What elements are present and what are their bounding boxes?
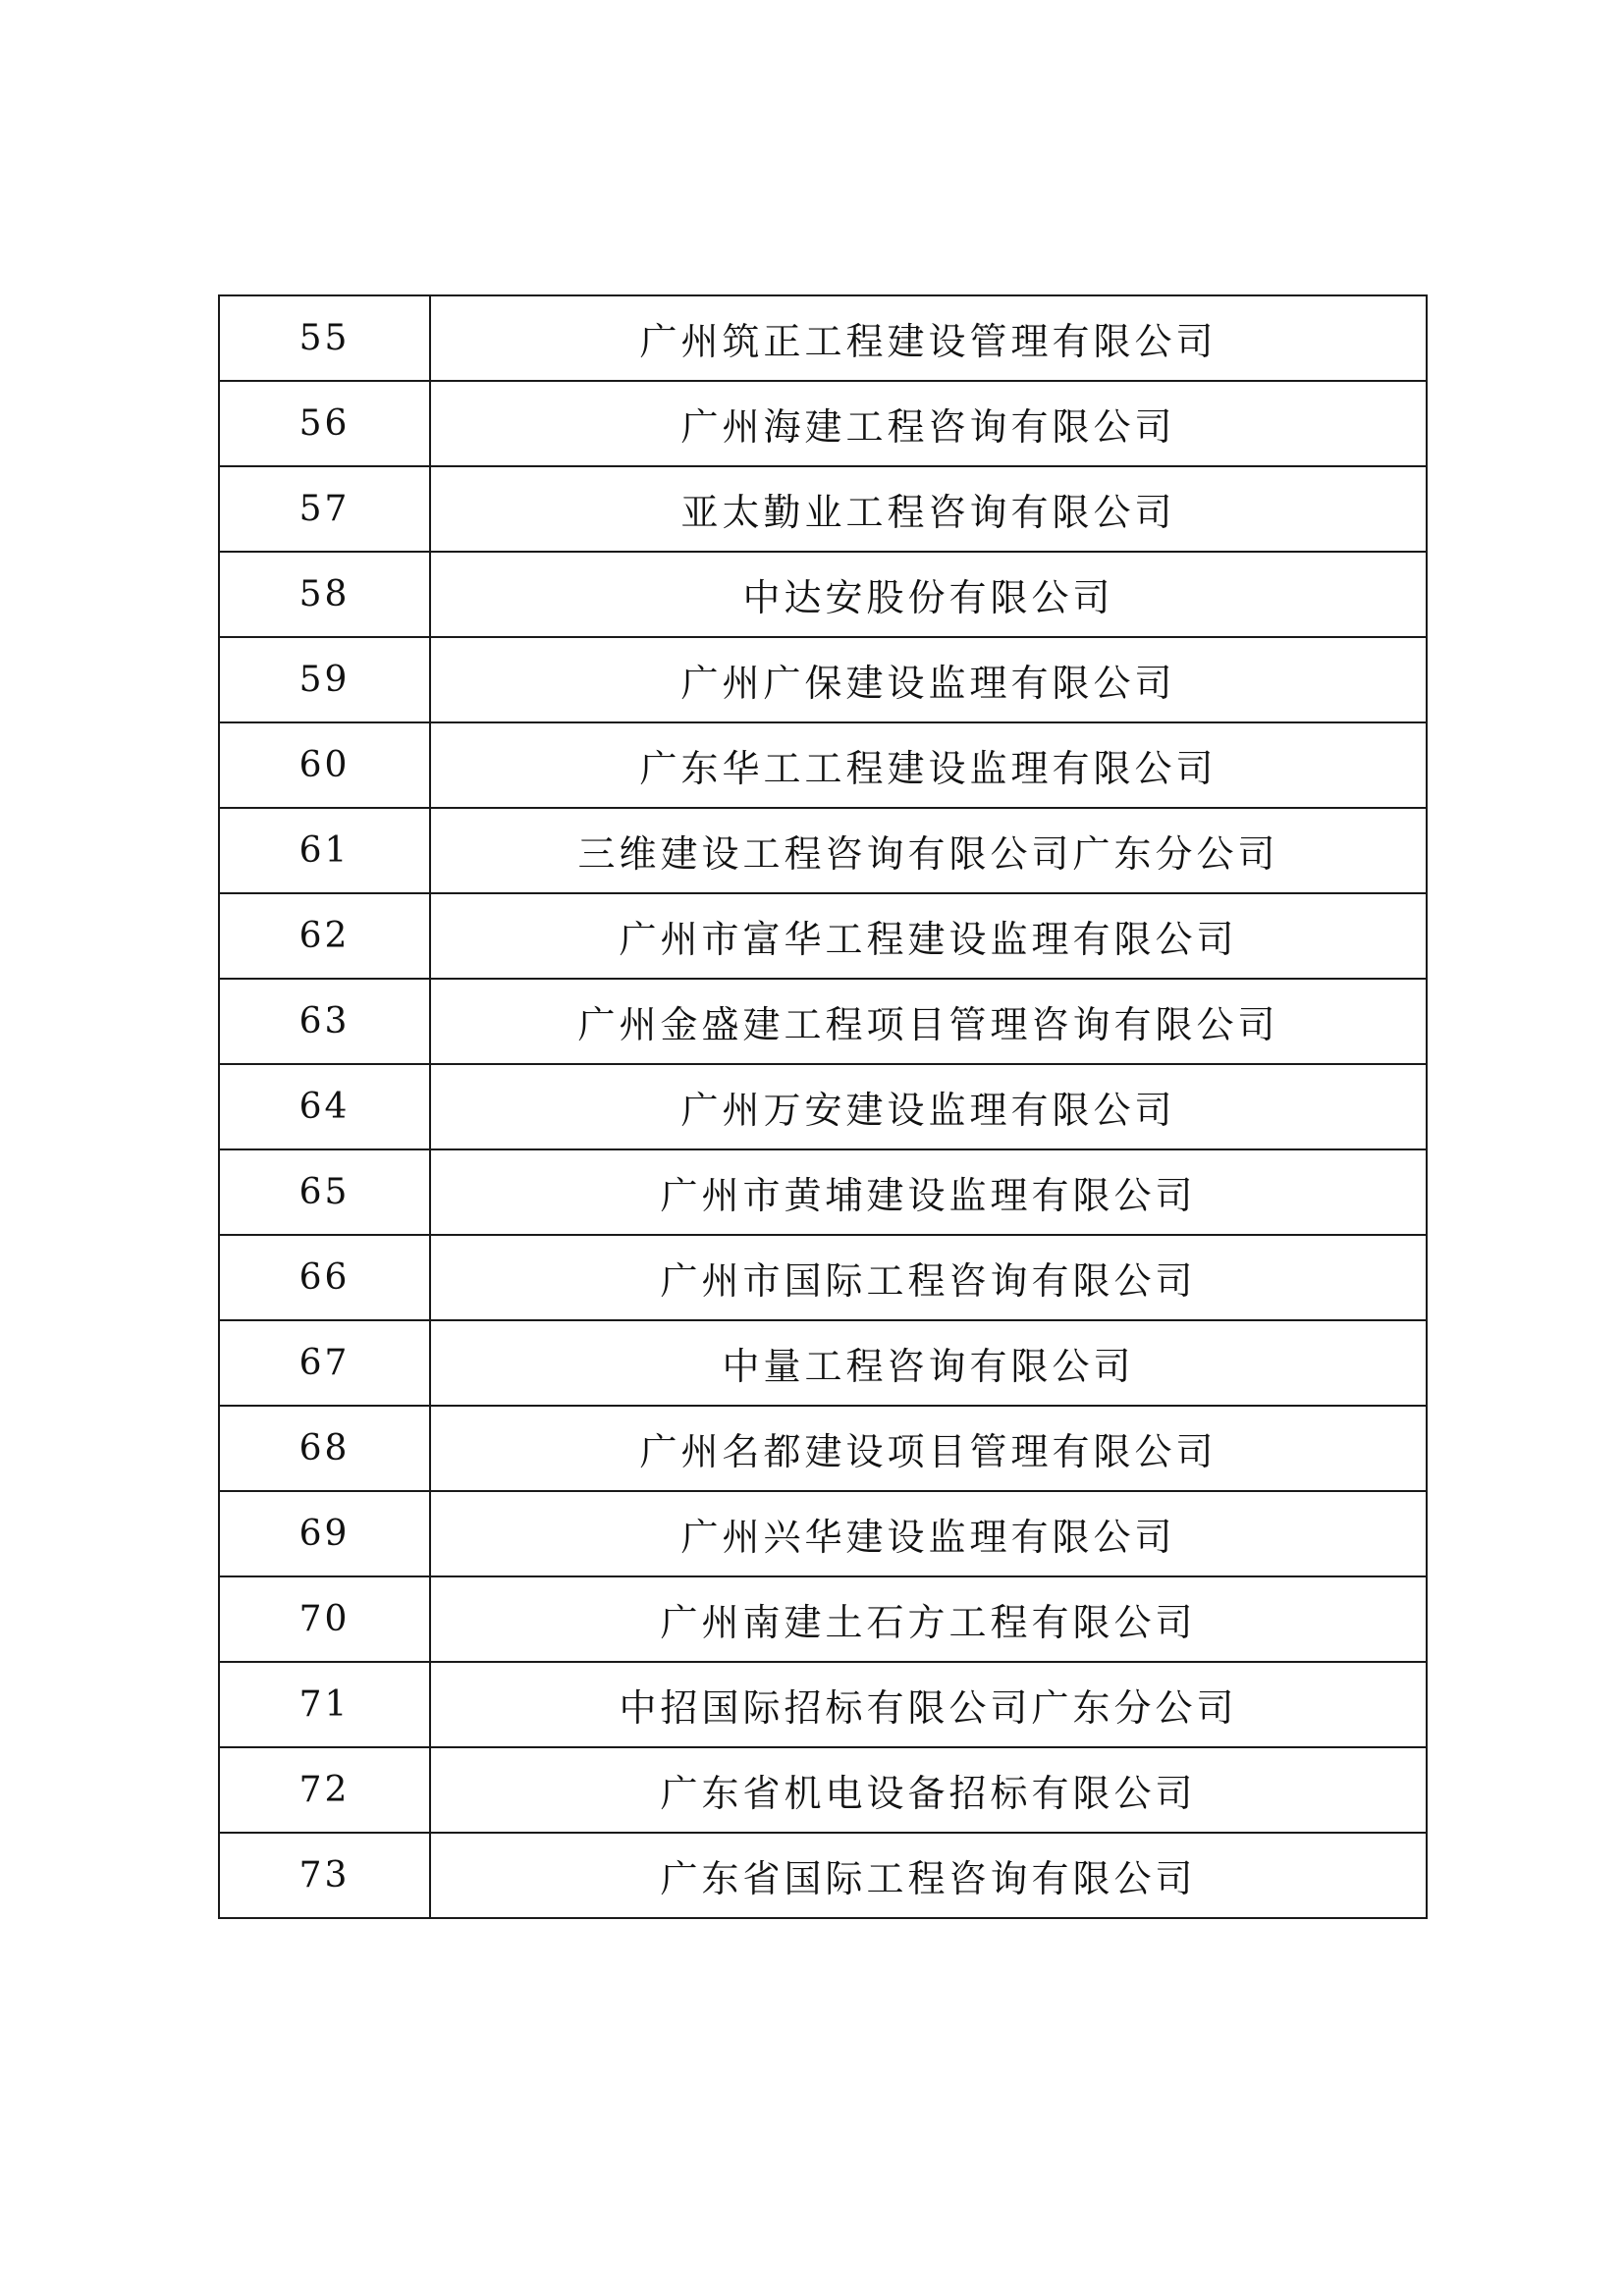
row-number-cell: 56 bbox=[219, 381, 430, 466]
table-row bbox=[219, 1662, 1427, 1747]
table-row bbox=[219, 1576, 1427, 1662]
table-row bbox=[219, 381, 1427, 466]
row-number-cell: 63 bbox=[219, 979, 430, 1064]
row-number-cell: 73 bbox=[219, 1833, 430, 1918]
table-row bbox=[219, 1064, 1427, 1149]
company-name-cell: 广州市黄埔建设监理有限公司 bbox=[430, 1149, 1427, 1235]
table-row bbox=[219, 552, 1427, 637]
table-row bbox=[219, 1235, 1427, 1320]
company-name-cell: 三维建设工程咨询有限公司广东分公司 bbox=[430, 808, 1427, 893]
company-name-cell: 亚太勤业工程咨询有限公司 bbox=[430, 466, 1427, 552]
row-number-cell: 57 bbox=[219, 466, 430, 552]
row-number-cell: 58 bbox=[219, 552, 430, 637]
company-name-cell: 广州南建土石方工程有限公司 bbox=[430, 1576, 1427, 1662]
company-name-cell: 广州筑正工程建设管理有限公司 bbox=[430, 295, 1427, 381]
table-row bbox=[219, 295, 1427, 381]
table-row bbox=[219, 1747, 1427, 1833]
row-number-cell: 68 bbox=[219, 1406, 430, 1491]
table-row bbox=[219, 722, 1427, 808]
company-name-cell: 中招国际招标有限公司广东分公司 bbox=[430, 1662, 1427, 1747]
company-list-table bbox=[218, 294, 1428, 1919]
row-number-cell: 62 bbox=[219, 893, 430, 979]
company-name-cell: 广州广保建设监理有限公司 bbox=[430, 637, 1427, 722]
row-number-cell: 61 bbox=[219, 808, 430, 893]
table-body bbox=[219, 295, 1427, 1918]
table-row bbox=[219, 1406, 1427, 1491]
row-number-cell: 69 bbox=[219, 1491, 430, 1576]
company-name-cell: 广州名都建设项目管理有限公司 bbox=[430, 1406, 1427, 1491]
row-number-cell: 55 bbox=[219, 295, 430, 381]
company-name-cell: 中量工程咨询有限公司 bbox=[430, 1320, 1427, 1406]
company-name-cell: 广州万安建设监理有限公司 bbox=[430, 1064, 1427, 1149]
row-number-cell: 60 bbox=[219, 722, 430, 808]
company-name-cell: 广东省国际工程咨询有限公司 bbox=[430, 1833, 1427, 1918]
table-row bbox=[219, 893, 1427, 979]
company-name-cell: 广州市富华工程建设监理有限公司 bbox=[430, 893, 1427, 979]
table-row bbox=[219, 1149, 1427, 1235]
company-name-cell: 广州兴华建设监理有限公司 bbox=[430, 1491, 1427, 1576]
company-name-cell: 中达安股份有限公司 bbox=[430, 552, 1427, 637]
row-number-cell: 67 bbox=[219, 1320, 430, 1406]
table-row bbox=[219, 1833, 1427, 1918]
table-row bbox=[219, 637, 1427, 722]
company-name-cell: 广东省机电设备招标有限公司 bbox=[430, 1747, 1427, 1833]
row-number-cell: 72 bbox=[219, 1747, 430, 1833]
row-number-cell: 59 bbox=[219, 637, 430, 722]
row-number-cell: 65 bbox=[219, 1149, 430, 1235]
table-row bbox=[219, 808, 1427, 893]
table-row bbox=[219, 466, 1427, 552]
company-name-cell: 广州金盛建工程项目管理咨询有限公司 bbox=[430, 979, 1427, 1064]
row-number-cell: 66 bbox=[219, 1235, 430, 1320]
row-number-cell: 64 bbox=[219, 1064, 430, 1149]
company-name-cell: 广州海建工程咨询有限公司 bbox=[430, 381, 1427, 466]
row-number-cell: 70 bbox=[219, 1576, 430, 1662]
table-row bbox=[219, 1491, 1427, 1576]
row-number-cell: 71 bbox=[219, 1662, 430, 1747]
company-name-cell: 广东华工工程建设监理有限公司 bbox=[430, 722, 1427, 808]
company-name-cell: 广州市国际工程咨询有限公司 bbox=[430, 1235, 1427, 1320]
table-row bbox=[219, 979, 1427, 1064]
table-row bbox=[219, 1320, 1427, 1406]
